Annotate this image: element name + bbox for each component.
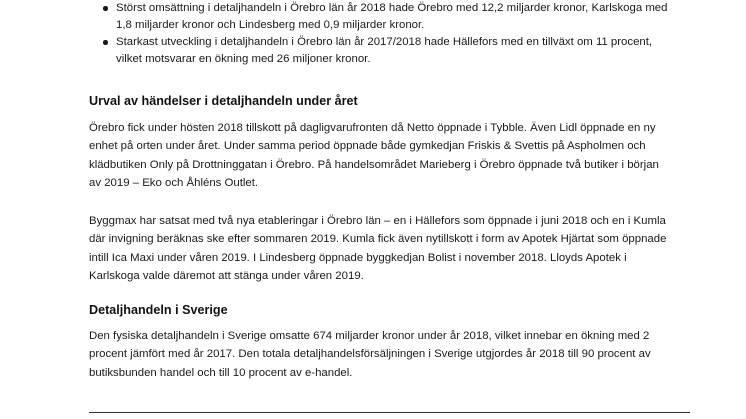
bullet-item: Starkast utveckling i detaljhandeln i Örebro län år 2017/2018 hade Hällefors med en tillväxt om 11 procent, vilket motsvarar en ökning med 26 miljoner kronor.: [116, 34, 676, 67]
paragraph-events-1: Örebro fick under hösten 2018 tillskott på dagligvarufronten då Netto öppnade i Tybble. Även Lidl öppnade en ny enhet på orten under året. Under samma period öppnade både gymkedjan Friskis & Svettis på Aspholmen och klädbutiken Only på Drottninggatan i Örebro. På handelsområdet Marieberg i Örebro öppnade två butiker i början av 2019 – Eko och Åhléns Outlet.: [89, 122, 659, 190]
section-heading-sweden: Detaljhandeln i Sverige: [89, 303, 228, 317]
paragraph-sweden-1: Den fysiska detaljhandeln i Sverige omsatte 674 miljarder kronor under år 2018, vilket innebar en ökning med 2 procent jämfört med år 2017. Den totala detaljhandelsförsäljningen i Sverige utgjordes år 2018 till 90 procent av butiksbunden handel och till 10 procent av e-handel.: [89, 330, 651, 379]
bullet-item: Störst omsättning i detaljhandeln i Örebro län år 2018 hade Örebro med 12,2 miljarder kronor, Karlskoga med 1,8 miljarder kronor och Lindesberg med 0,9 miljarder kronor.: [116, 0, 676, 33]
bullet-list: [116, 0, 676, 68]
footer-divider: [89, 412, 690, 413]
section-heading-events: Urval av händelser i detaljhandeln under året: [89, 94, 358, 108]
paragraph-events-2: Byggmax har satsat med två nya etableringar i Örebro län – en i Hällefors som öppnade i juni 2018 och en i Kumla där invigning beräknas ske efter sommaren 2019. Kumla fick även nytillskott i form av Apotek Hjärtat som öppnade intill Ica Maxi under våren 2019. I Lindesberg öppnade byggkedjan Bolist i november 2018. Lloyds Apotek i Karlskoga valde däremot att stänga under våren 2019.: [89, 215, 667, 283]
